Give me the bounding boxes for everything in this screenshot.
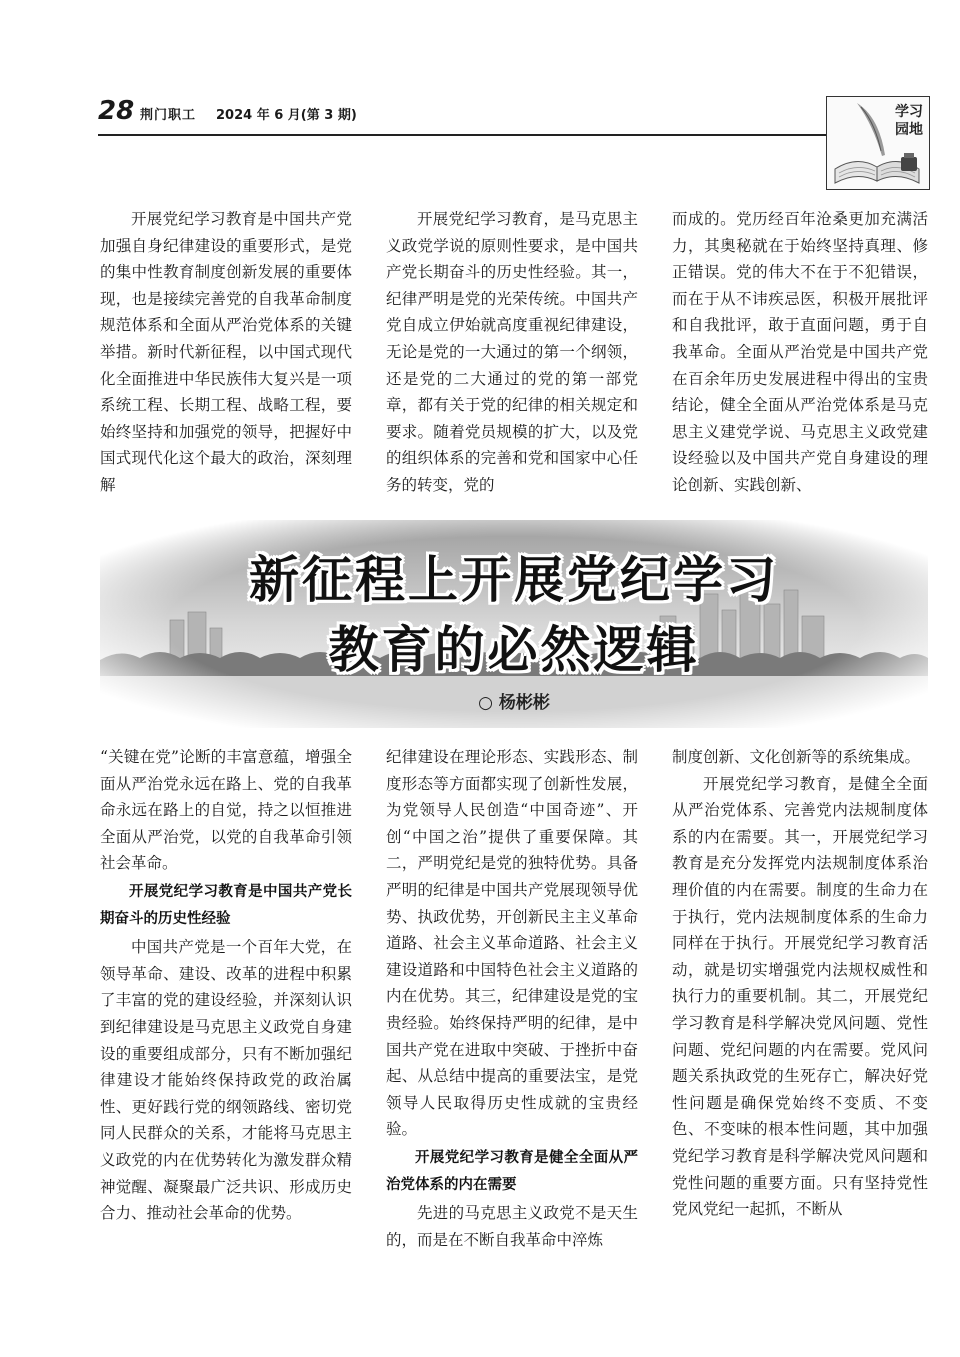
bottom-column-3 xyxy=(672,744,928,1223)
column-title xyxy=(895,103,923,139)
paragraph: 而成的。党历经百年沧桑更加充满活力，其奥秘就在于始终坚持真理、修正错误。党的伟大不在于不犯错误，而在于从不讳疾忌医，积极开展批评和自我批评，敢于直面问题，勇于自我革命。全面从严治党是中国共产党在百余年历史发展进程中得出的宝贵结论，健全全面从严治党体系是马克思主义建党学说、马克思主义政党建设经验以及中国共产党自身建设的理论创新、实践创新、 xyxy=(672,210,928,494)
top-column-1 xyxy=(100,206,352,499)
paragraph: 制度创新、文化创新等的系统集成。 xyxy=(672,748,921,766)
paragraph: 纪律建设在理论形态、实践形态、制度形态等方面都实现了创新性发展，为党领导人民创造“中国奇迹”、开创“中国之治”提供了重要保障。其二，严明党纪是党的独特优势。具备严明的纪律是中国共产党展现领导优势、执政优势，开创新民主主义革命道路、社会主义革命道路、社会主义建设道路和中国特色社会主义道路的内在优势。其三，纪律建设是党的宝贵经验。始终保持严明的纪律，是中国共产党在进取中突破、于挫折中奋起、从总结中提高的重要法宝，是党领导人民取得历史性成就的宝贵经验。 xyxy=(386,748,638,1139)
header-rule xyxy=(98,134,828,136)
column-title-line1: 学习 xyxy=(895,104,923,120)
title-banner xyxy=(100,520,928,728)
section-heading: 开展党纪学习教育是中国共产党长期奋斗的历史性经验 xyxy=(100,883,352,927)
column-title-line2: 园地 xyxy=(895,122,923,138)
paragraph: 开展党纪学习教育是中国共产党加强自身纪律建设的重要形式，是党的集中性教育制度创新发展的重要体现，也是接续完善党的自我革命制度规范体系和全面从严治党体系的关键举措。新时代新征程，以中国式现代化全面推进中华民族伟大复兴是一项系统工程、长期工程、战略工程，要始终坚持和加强党的领导，把握好中国式现代化这个最大的政治，深刻理解 xyxy=(100,210,352,494)
page-header xyxy=(98,96,828,136)
paragraph: 开展党纪学习教育，是健全全面从严治党体系、完善党内法规制度体系的内在需要。其一，开展党纪学习教育是充分发挥党内法规制度体系治理价值的内在需要。制度的生命力在于执行，党内法规制度体系的生命力同样在于执行。开展党纪学习教育活动，就是切实增强党内法规权威性和执行力的重要机制。其二，开展党纪学习教育是科学解决党风问题、党性问题、党纪问题的内在需要。党风问题关系执政党的生死存亡，解决好党性问题是确保党始终不变质、不变色、不变味的根本性问题，其中加强党纪学习教育是科学解决党风问题和党性问题的重要方面。只有坚持党性党风党纪一起抓，不断从 xyxy=(672,774,928,1219)
issue-date: 2024 年 6 月(第 3 期) xyxy=(216,108,357,123)
section-heading: 开展党纪学习教育是健全全面从严治党体系的内在需要 xyxy=(386,1149,638,1193)
paragraph: 开展党纪学习教育，是马克思主义政党学说的原则性要求，是中国共产党长期奋斗的历史性经验。其一，纪律严明是党的光荣传统。中国共产党自成立伊始就高度重视纪律建设，无论是党的一大通过的第一个纲领，还是党的二大通过的党的第一部党章，都有关于党的纪律的相关规定和要求。随着党员规模的扩大，以及党的组织体系的完善和党和国家中心任务的转变，党的 xyxy=(386,210,638,494)
column-label-box xyxy=(826,96,930,190)
page-number: 28 xyxy=(98,96,135,126)
bottom-column-2 xyxy=(386,744,638,1253)
paragraph: 先进的马克思主义政党不是天生的，而是在不断自我革命中淬炼 xyxy=(386,1204,638,1249)
paragraph: 中国共产党是一个百年大党，在领导革命、建设、改革的进程中积累了丰富的党的建设经验，并深刻认识到纪律建设是马克思主义政党自身建设的重要组成部分，只有不断加强纪律建设才能始终保持政党的政治属性、更好践行党的纲领路线、密切党同人民群众的关系，才能将马克思主义政党的内在优势转化为激发群众精神觉醒、凝聚最广泛共识、形成历史合力、推动社会革命的优势。 xyxy=(100,938,352,1223)
author-byline: ○ 杨彬彬 xyxy=(478,693,550,713)
paragraph: “关键在党”论断的丰富意蕴，增强全面从严治党永远在路上、党的自我革命永远在路上的自觉，持之以恒推进全面从严治党，以党的自我革命引领社会革命。 xyxy=(100,748,352,873)
top-column-3 xyxy=(672,206,928,499)
article-title-line1: 新征程上开展党纪学习 xyxy=(249,551,779,609)
journal-name: 荆门职工 xyxy=(140,108,197,123)
bottom-column-1 xyxy=(100,744,352,1227)
article-title-line2: 教育的必然逻辑 xyxy=(328,621,700,679)
top-column-2 xyxy=(386,206,638,499)
